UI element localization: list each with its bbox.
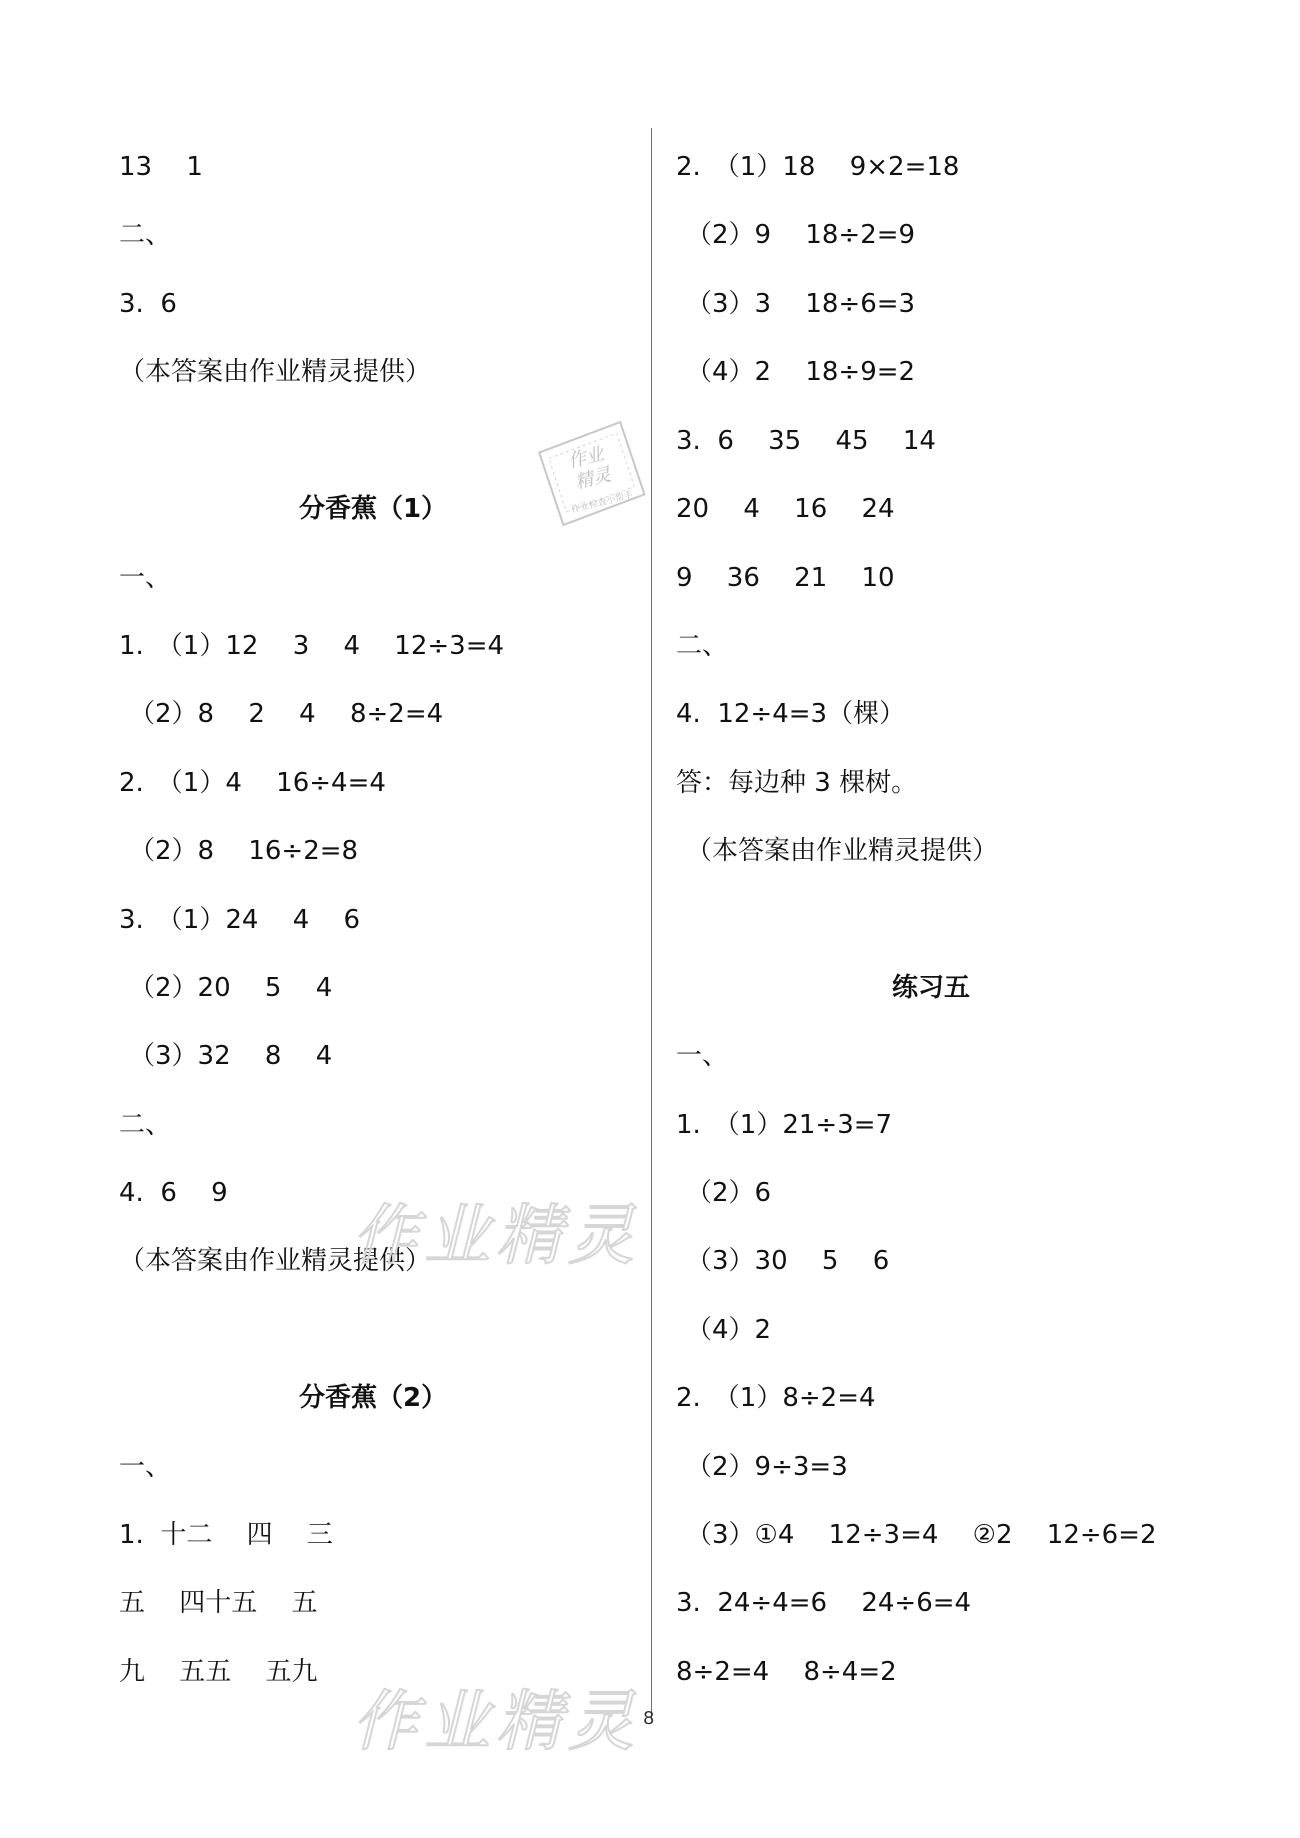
answer-line: （2）9 18÷2=9 [686, 220, 916, 250]
svg-text:作业精灵: 作业精灵 [352, 1197, 640, 1274]
column-divider [651, 128, 652, 1720]
answer-line: （2）6 [686, 1178, 772, 1208]
answer-line: 3. 6 35 45 14 [676, 426, 936, 456]
page-number: 8 [643, 1708, 655, 1729]
text-line: 13 1 [119, 152, 203, 182]
answer-line: （3）32 8 4 [129, 1041, 333, 1071]
answer-line: 九 五五 五九 [119, 1657, 318, 1687]
answer-line: （3）30 5 6 [686, 1246, 890, 1276]
answer-line: 五 四十五 五 [119, 1588, 318, 1618]
section-marker: 二、 [119, 220, 172, 250]
stamp-logo [532, 418, 656, 530]
attribution-note: （本答案由作业精灵提供） [119, 357, 432, 387]
watermark [346, 1180, 646, 1290]
answer-line: 1. （1）21÷3=7 [676, 1110, 893, 1140]
answer-line: 1. （1）12 3 4 12÷3=4 [119, 631, 505, 661]
answer-line: 2. （1）18 9×2=18 [676, 152, 960, 182]
svg-text:作业精灵: 作业精灵 [352, 1683, 640, 1760]
svg-text:精灵: 精灵 [573, 464, 614, 494]
section-marker: 一、 [119, 1452, 172, 1482]
answer-line: 2. （1）4 16÷4=4 [119, 768, 386, 798]
answer-line: （2）8 16÷2=8 [129, 836, 359, 866]
section-heading: 练习五 [892, 973, 971, 1003]
answer-line: 3. （1）24 4 6 [119, 905, 361, 935]
answer-line: （2）9÷3=3 [686, 1452, 848, 1482]
answer-line: 4. 6 9 [119, 1178, 228, 1208]
section-marker: 一、 [119, 563, 172, 593]
answer-line: （2）20 5 4 [129, 973, 333, 1003]
section-heading: 分香蕉（1） [299, 494, 448, 524]
answer-line: 2. （1）8÷2=4 [676, 1383, 876, 1413]
answer-line: 3. 24÷4=6 24÷6=4 [676, 1588, 972, 1618]
answer-line: 4. 12÷4=3（棵） [676, 699, 906, 729]
answer-line: 1. 十二 四 三 [119, 1520, 333, 1550]
attribution-note: （本答案由作业精灵提供） [119, 1246, 432, 1276]
answer-statement: 答：每边种 3 棵树。 [676, 768, 918, 798]
section-marker: 一、 [676, 1041, 729, 1071]
answer-line: （3）3 18÷6=3 [686, 289, 916, 319]
section-marker: 二、 [676, 631, 729, 661]
answer-line: 8÷2=4 8÷4=2 [676, 1657, 897, 1687]
answer-line: 9 36 21 10 [676, 563, 895, 593]
svg-text:作业检查小帮手: 作业检查小帮手 [570, 490, 635, 516]
section-marker: 二、 [119, 1110, 172, 1140]
answer-line: （2）8 2 4 8÷2=4 [129, 699, 444, 729]
answer-line: （4）2 [686, 1315, 772, 1345]
section-heading: 分香蕉（2） [299, 1383, 448, 1413]
svg-text:作业: 作业 [565, 443, 606, 473]
answer-line: 20 4 16 24 [676, 494, 895, 524]
answer-line: （4）2 18÷9=2 [686, 357, 916, 387]
text-line: 3. 6 [119, 289, 177, 319]
answer-line: （3）①4 12÷3=4 ②2 12÷6=2 [686, 1520, 1157, 1550]
watermark [346, 1666, 646, 1776]
attribution-note: （本答案由作业精灵提供） [686, 836, 999, 866]
